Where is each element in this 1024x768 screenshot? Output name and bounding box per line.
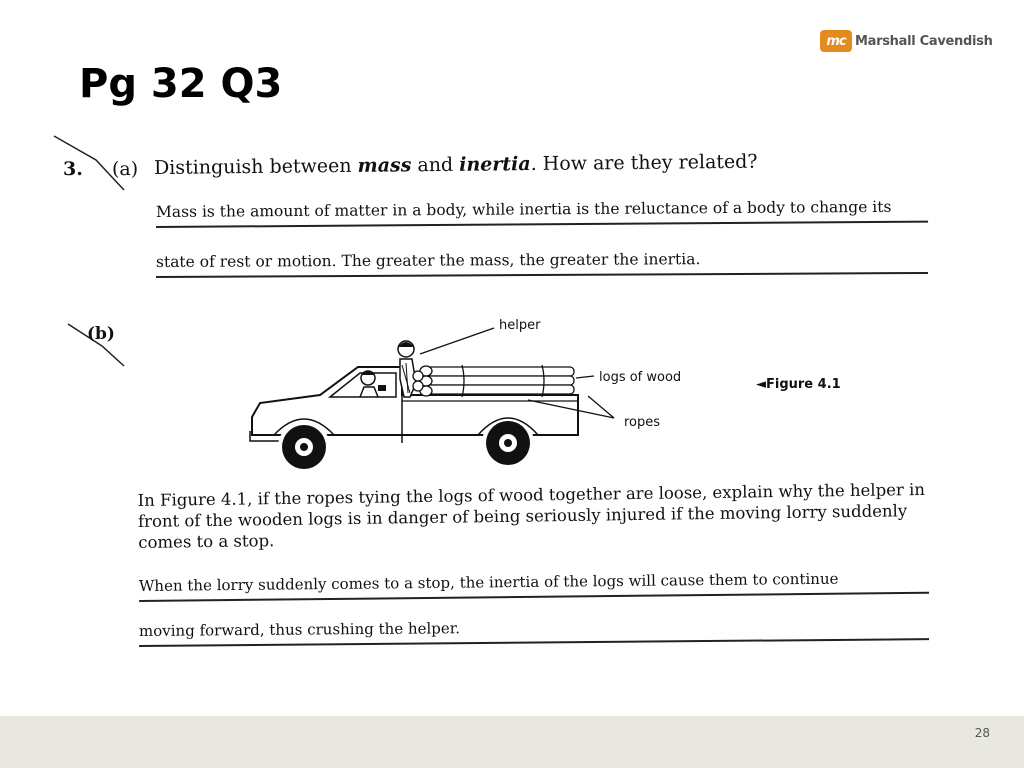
label-helper: helper <box>499 318 541 333</box>
slide-title: Pg 32 Q3 <box>79 61 283 107</box>
part-a-answer-line: state of rest or motion. The greater the mass, the greater the inertia. <box>156 249 928 278</box>
label-ropes: ropes <box>624 415 661 430</box>
figure-caption: ◄Figure 4.1 <box>756 377 841 392</box>
page-number: 28 <box>974 726 990 740</box>
part-a-question: Distinguish between mass and inertia. How are they related? <box>153 150 758 179</box>
question-number: 3. <box>63 158 83 180</box>
term-mass: mass <box>357 154 412 177</box>
publisher-logo <box>820 30 993 52</box>
part-a-label: (a) <box>112 158 139 180</box>
term-inertia: inertia <box>459 153 531 176</box>
part-b-answer-line: moving forward, thus crushing the helper. <box>139 615 929 647</box>
logo-mark: mc <box>820 30 852 52</box>
label-logs-of-wood: logs of wood <box>599 370 682 385</box>
part-b-label: (b) <box>87 324 115 344</box>
part-b-question: In Figure 4.1, if the ropes tying the logs of wood together are loose, explain why the helper in front of the wooden logs is in danger of being seriously injured if the moving lorry suddenly comes to a stop. <box>137 480 926 552</box>
part-a-answer-line: Mass is the amount of matter in a body, while inertia is the reluctance of a body to change its <box>156 198 928 228</box>
logo-text: Marshall Cavendish <box>855 33 993 49</box>
wheel-front <box>278 421 330 473</box>
part-b-answer-line: When the lorry suddenly comes to a stop, the inertia of the logs will cause them to continue <box>139 569 929 602</box>
slide-footer <box>0 716 1024 768</box>
